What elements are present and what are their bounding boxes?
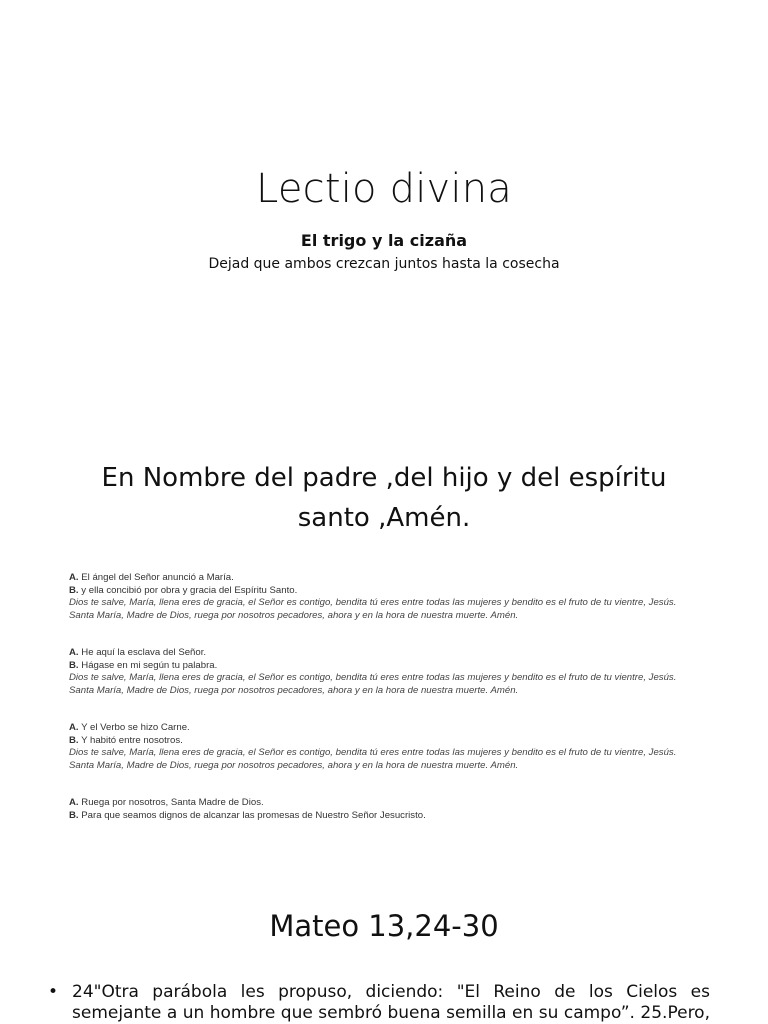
stanza-b-label: B. <box>69 659 79 671</box>
stanza-a-text: He aquí la esclava del Señor. <box>81 647 207 658</box>
hail-mary-line-2: Santa María, Madre de Dios, ruega por nosotros pecadores, ahora y en la hora de nuestra muerte. Amén. <box>69 759 519 771</box>
stanza-a-label: A. <box>69 647 79 658</box>
stanza-b-label: B. <box>69 734 79 746</box>
stanza-b-label: B. <box>69 584 79 596</box>
stanza-a-text: El ángel del Señor anunció a María. <box>81 572 234 583</box>
reading-text <box>72 982 710 1024</box>
reading-line-1: 24"Otra parábola les propuso, diciendo: "El Reino de los Cielos es <box>72 982 710 1002</box>
hail-mary-line-1: Dios te salve, María, llena eres de gracia, el Señor es contigo, bendita tú eres entre todas las mujeres y bendito es el fruto de tu vientre, Jesús. <box>69 672 677 684</box>
stanza-b-text: y ella concibió por obra y gracia del Espíritu Santo. <box>81 584 298 596</box>
stanza-a-text: Y el Verbo se hizo Carne. <box>81 722 190 733</box>
invocation-line-1: En Nombre del padre ,del hijo y del espíritu <box>101 463 667 493</box>
stanza-b-text: Hágase en mi según tu palabra. <box>81 659 218 671</box>
hail-mary-line-1: Dios te salve, María, llena eres de gracia, el Señor es contigo, bendita tú eres entre todas las mujeres y bendito es el fruto de tu vientre, Jesús. <box>69 747 677 759</box>
page-tagline: Dejad que ambos crezcan juntos hasta la cosecha <box>208 256 560 272</box>
hail-mary-line-2: Santa María, Madre de Dios, ruega por nosotros pecadores, ahora y en la hora de nuestra muerte. Amén. <box>69 609 519 621</box>
reading-passage <box>48 982 710 1024</box>
angelus-stanza-4 <box>69 797 749 822</box>
hail-mary-line-2: Santa María, Madre de Dios, ruega por nosotros pecadores, ahora y en la hora de nuestra muerte. Amén. <box>69 684 519 696</box>
stanza-a-label: A. <box>69 572 79 583</box>
page-title: Lectio divina <box>256 166 512 212</box>
invocation-text <box>60 458 708 538</box>
reading-line-2: semejante a un hombre que sembró buena semilla en su campo”. 25.Pero, <box>72 1003 710 1023</box>
stanza-a-label: A. <box>69 797 79 808</box>
stanza-b-label: B. <box>69 809 79 821</box>
page-subtitle: El trigo y la cizaña <box>300 231 468 250</box>
hail-mary-line-1: Dios te salve, María, llena eres de gracia, el Señor es contigo, bendita tú eres entre todas las mujeres y bendito es el fruto de tu vientre, Jesús. <box>69 597 677 609</box>
stanza-a-text: Ruega por nosotros, Santa Madre de Dios. <box>81 797 264 808</box>
stanza-b-text: Y habitó entre nosotros. <box>81 734 183 746</box>
stanza-b-text: Para que seamos dignos de alcanzar las promesas de Nuestro Señor Jesucristo. <box>81 809 426 821</box>
angelus-stanza-1 <box>69 572 749 622</box>
reading-title: Mateo 13,24-30 <box>269 909 499 943</box>
stanza-a-label: A. <box>69 722 79 733</box>
bullet-icon: • <box>48 982 59 1002</box>
angelus-stanza-3 <box>69 722 749 772</box>
angelus-stanza-2 <box>69 647 749 697</box>
invocation-line-2: santo ,Amén. <box>297 503 471 533</box>
